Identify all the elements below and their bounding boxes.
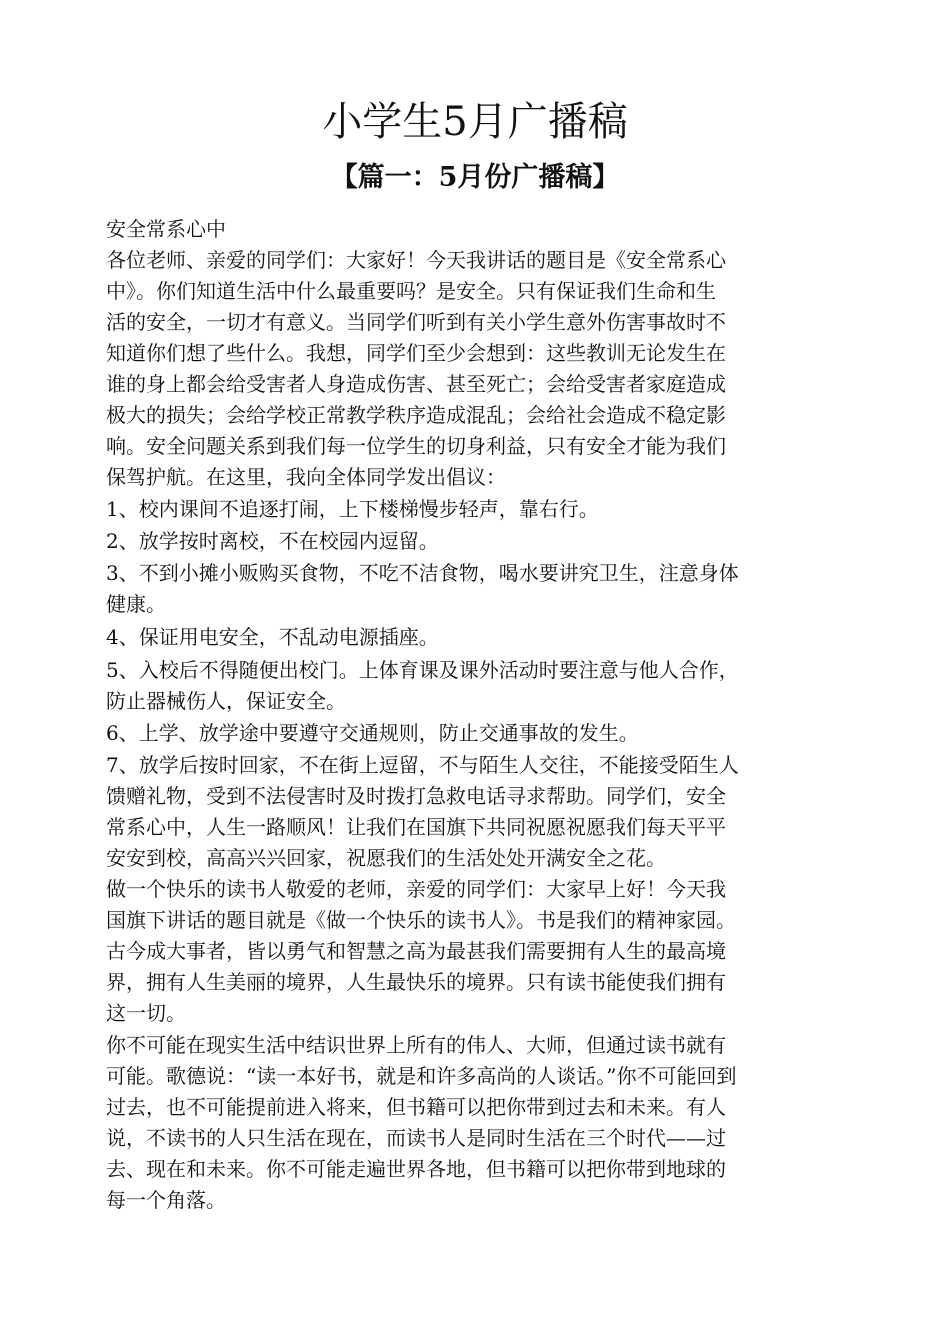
- body-line: 馈赠礼物，受到不法侵害时及时拨打急救电话寻求帮助。同学们，安全: [106, 784, 726, 808]
- body-line: 过去，也不可能提前进入将来，但书籍可以把你带到过去和未来。有人: [106, 1095, 726, 1119]
- body-line: 国旗下讲话的题目就是《做一个快乐的读书人》。书是我们的精神家园。: [106, 908, 736, 932]
- body-line: 你不可能在现实生活中结识世界上所有的伟人、大师，但通过读书就有: [106, 1033, 726, 1057]
- body-line: 可能。歌德说：“读一本好书，就是和许多高尚的人谈话。”你不可能回到: [106, 1064, 737, 1088]
- body-line: 安安到校，高高兴兴回家，祝愿我们的生活处处开满安全之花。: [106, 846, 666, 870]
- list-item: 6、上学、放学途中要遵守交通规则，防止交通事故的发生。: [106, 721, 639, 745]
- body-line: 去、现在和未来。你不可能走遍世界各地，但书籍可以把你带到地球的: [106, 1157, 726, 1181]
- body-line: 保驾护航。在这里，我向全体同学发出倡议：: [106, 465, 506, 489]
- list-item: 1、校内课间不追逐打闹，上下楼梯慢步轻声，靠右行。: [106, 497, 599, 521]
- body-line: 每一个角落。: [106, 1188, 226, 1212]
- list-item: 5、入校后不得随便出校门。上体育课及课外活动时要注意与他人合作，: [106, 658, 739, 682]
- body-line: 活的安全，一切才有意义。当同学们听到有关小学生意外伤害事故时不: [106, 310, 726, 334]
- body-line: 防止器械伤人，保证安全。: [106, 689, 346, 713]
- body-line: 安全常系心中: [106, 217, 226, 241]
- body-line: 极大的损失；会给学校正常教学秩序造成混乱；会给社会造成不稳定影: [106, 403, 726, 427]
- body-line: 各位老师、亲爱的同学们：大家好！今天我讲话的题目是《安全常系心: [106, 248, 726, 272]
- body-line: 界，拥有人生美丽的境界，人生最快乐的境界。只有读书能使我们拥有: [106, 970, 726, 994]
- body-line: 常系心中，人生一路顺风！让我们在国旗下共同祝愿祝愿我们每天平平: [106, 815, 726, 839]
- body-line: 古今成大事者，皆以勇气和智慧之高为最甚我们需要拥有人生的最高境: [106, 939, 726, 963]
- list-item: 3、不到小摊小贩购买食物，不吃不洁食物，喝水要讲究卫生，注意身体: [106, 561, 739, 585]
- body-line: 中》。你们知道生活中什么最重要吗？是安全。只有保证我们生命和生: [106, 279, 716, 303]
- list-item: 7、放学后按时回家，不在街上逗留，不与陌生人交往，不能接受陌生人: [106, 753, 739, 777]
- body-line: 做一个快乐的读书人敬爱的老师，亲爱的同学们：大家早上好！今天我: [106, 877, 726, 901]
- body-line: 说，不读书的人只生活在现在，而读书人是同时生活在三个时代——过: [106, 1126, 726, 1150]
- section-heading: 【篇一：5月份广播稿】: [330, 162, 620, 193]
- body-line: 响。安全问题关系到我们每一位学生的切身利益，只有安全才能为我们: [106, 434, 726, 458]
- page-title: 小学生5月广播稿: [322, 99, 628, 145]
- body-line: 健康。: [106, 592, 166, 616]
- body-line: 谁的身上都会给受害者人身造成伤害、甚至死亡；会给受害者家庭造成: [106, 372, 726, 396]
- list-item: 4、保证用电安全，不乱动电源插座。: [106, 625, 439, 649]
- body-line: 这一切。: [106, 1001, 186, 1025]
- body-line: 知道你们想了些什么。我想，同学们至少会想到：这些教训无论发生在: [106, 341, 726, 365]
- list-item: 2、放学按时离校，不在校园内逗留。: [106, 529, 439, 553]
